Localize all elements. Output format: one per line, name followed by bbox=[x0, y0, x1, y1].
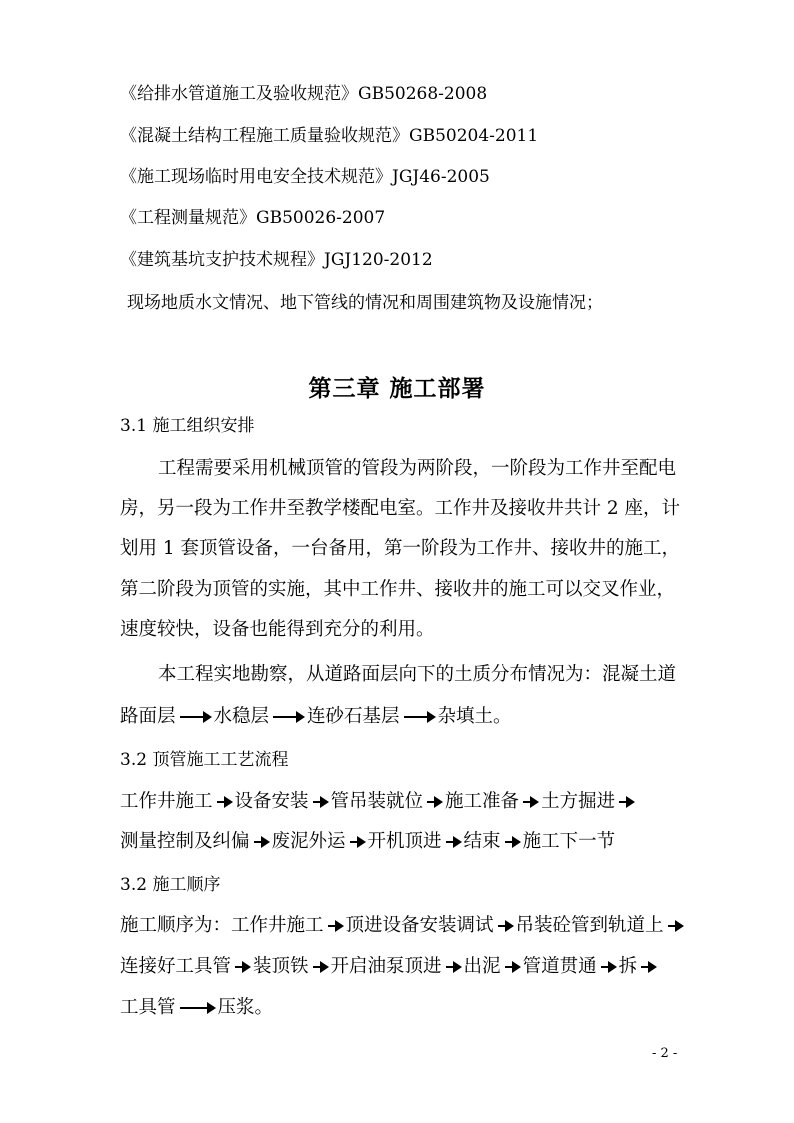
flow-step: 工作井施工 bbox=[120, 791, 213, 812]
site-conditions: 现场地质水文情况、地下管线的情况和周围建筑物及设施情况； bbox=[127, 293, 603, 313]
reference-2: 《混凝土结构工程施工质量验收规范》GB50204-2011 bbox=[120, 126, 539, 146]
flow-step: 开启油泵顶进 bbox=[330, 956, 442, 977]
arrow-right-icon bbox=[641, 966, 655, 968]
flow-step: 开机顶进 bbox=[367, 831, 442, 852]
paragraph-line: 划用 1 套顶管设备，一台备用，第一阶段为工作井、接收井的施工， bbox=[120, 538, 681, 559]
chapter-title: 第三章 施工部署 bbox=[308, 375, 486, 402]
arrow-right-icon bbox=[313, 966, 327, 968]
arrow-right-icon bbox=[601, 966, 615, 968]
reference-4: 《工程测量规范》GB50026-2007 bbox=[120, 208, 386, 228]
paragraph-line: 本工程实地勘察，从道路面层向下的土质分布情况为：混凝土道 bbox=[158, 664, 677, 685]
flow-step: 工作井施工 bbox=[231, 915, 324, 936]
flow-step: 结束 bbox=[463, 831, 501, 852]
paragraph-line: 工程需要采用机械顶管的管段为两阶段，一阶段为工作井至配电 bbox=[158, 458, 677, 479]
arrow-right-icon bbox=[427, 801, 441, 803]
flow-step: 水稳层 bbox=[213, 706, 270, 727]
arrow-right-icon bbox=[404, 716, 434, 718]
flow-step: 工具管 bbox=[120, 997, 176, 1018]
sequence-flow-line-1 bbox=[120, 914, 686, 938]
flow-step: 吊装砼管到轨道上 bbox=[515, 915, 664, 936]
flow-step: 拆 bbox=[618, 956, 638, 977]
flow-step: 路面层 bbox=[120, 706, 176, 727]
flow-step: 装顶铁 bbox=[253, 956, 309, 977]
arrow-right-icon bbox=[254, 841, 268, 843]
reference-3: 《施工现场临时用电安全技术规范》JGJ46-2005 bbox=[120, 167, 490, 187]
arrow-right-icon bbox=[668, 925, 682, 927]
flow-step: 压浆。 bbox=[217, 997, 274, 1018]
flow-step: 杂填土。 bbox=[437, 706, 512, 727]
sequence-flow-line-3 bbox=[120, 996, 273, 1020]
flow-step: 土方掘进 bbox=[541, 791, 616, 812]
flow-step: 管吊装就位 bbox=[330, 791, 424, 812]
arrow-right-icon bbox=[446, 966, 460, 968]
arrow-right-icon bbox=[498, 925, 512, 927]
paragraph-line: 第二阶段为顶管的实施，其中工作井、接收井的施工可以交叉作业， bbox=[120, 579, 676, 600]
reference-1: 《给排水管道施工及验收规范》GB50268-2008 bbox=[120, 84, 488, 104]
process-flow-line-2 bbox=[120, 830, 615, 854]
flow-step: 出泥 bbox=[463, 956, 501, 977]
sequence-intro: 施工顺序为： bbox=[120, 915, 232, 936]
arrow-right-icon bbox=[505, 966, 519, 968]
paragraph-line: 速度较快，设备也能得到充分的利用。 bbox=[120, 619, 435, 640]
arrow-right-icon bbox=[619, 801, 633, 803]
arrow-right-icon bbox=[328, 925, 342, 927]
arrow-right-icon bbox=[446, 841, 460, 843]
flow-step: 设备安装 bbox=[234, 791, 309, 812]
flow-step: 施工下一节 bbox=[522, 831, 616, 852]
flow-step: 测量控制及纠偏 bbox=[120, 831, 250, 852]
flow-step: 顶进设备安装调试 bbox=[345, 915, 494, 936]
arrow-right-icon bbox=[273, 716, 303, 718]
process-flow-line-1 bbox=[120, 790, 637, 814]
flow-step: 废泥外运 bbox=[271, 831, 346, 852]
flow-step: 连砂石基层 bbox=[307, 706, 400, 727]
section-heading-3-2-process: 3.2 顶管施工工艺流程 bbox=[120, 750, 289, 770]
arrow-right-icon bbox=[350, 841, 364, 843]
page-number: - 2 - bbox=[652, 1046, 678, 1061]
flow-step: 连接好工具管 bbox=[120, 956, 232, 977]
reference-5: 《建筑基坑支护技术规程》JGJ120-2012 bbox=[120, 250, 433, 270]
soil-flow bbox=[120, 705, 512, 729]
section-heading-3-1: 3.1 施工组织安排 bbox=[120, 416, 255, 436]
arrow-right-icon bbox=[217, 801, 231, 803]
paragraph-line: 房，另一段为工作井至教学楼配电室。工作井及接收井共计 2 座，计 bbox=[120, 498, 681, 519]
arrow-right-icon bbox=[180, 716, 210, 718]
arrow-right-icon bbox=[505, 841, 519, 843]
arrow-right-icon bbox=[523, 801, 537, 803]
flow-step: 管道贯通 bbox=[522, 956, 597, 977]
flow-step: 施工准备 bbox=[445, 791, 520, 812]
arrow-right-icon bbox=[313, 801, 327, 803]
arrow-right-icon bbox=[235, 966, 249, 968]
arrow-right-icon bbox=[180, 1007, 214, 1009]
sequence-flow-line-2 bbox=[120, 955, 659, 979]
section-heading-3-2-sequence: 3.2 施工顺序 bbox=[120, 875, 221, 895]
